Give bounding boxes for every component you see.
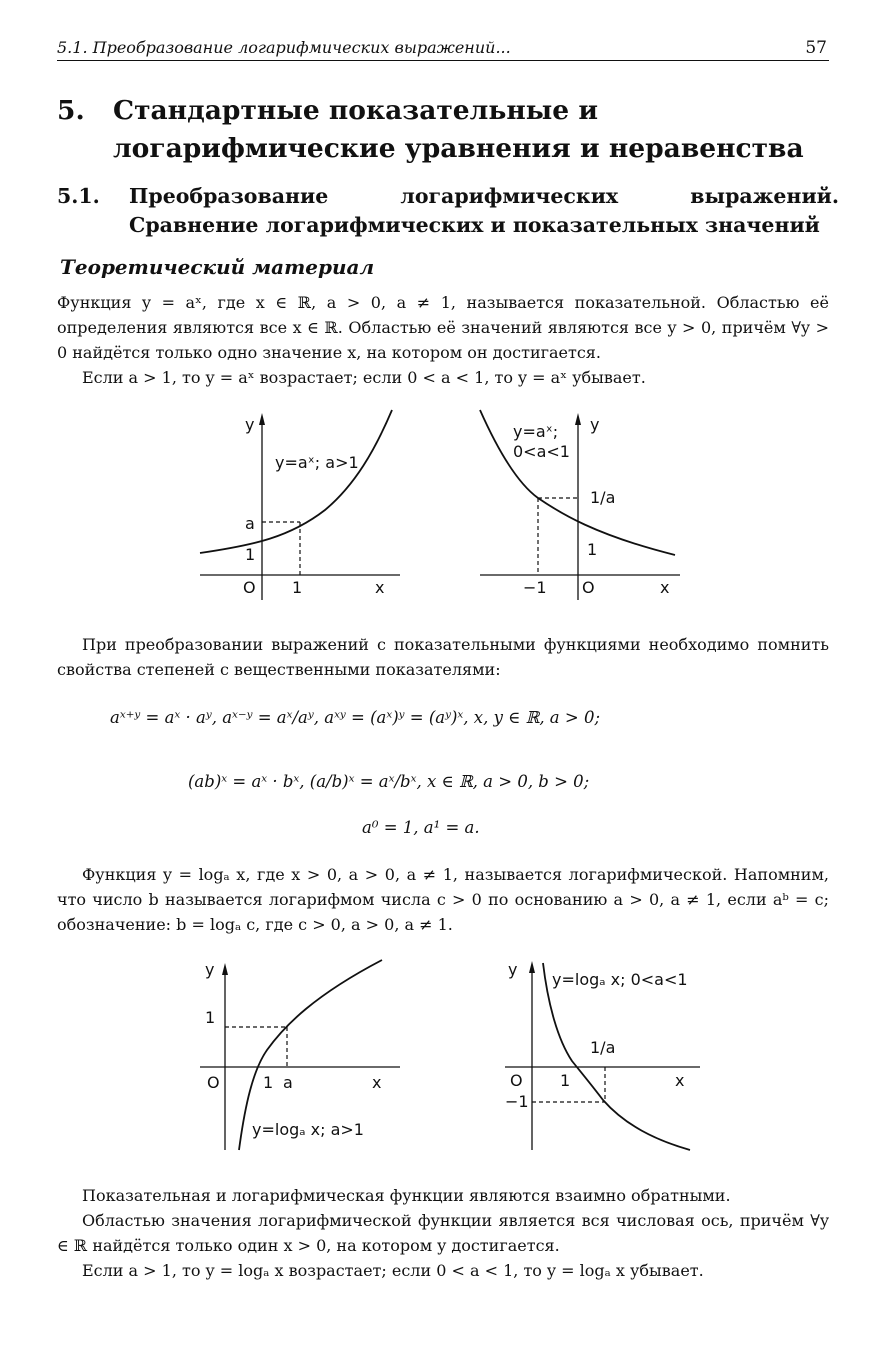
- tick-label-inv-a: 1/a: [590, 1038, 616, 1057]
- tick-label-a: a: [245, 514, 255, 533]
- paragraph-inverse: Показательная и логарифмическая функции являются взаимно обратными.: [82, 1186, 731, 1205]
- origin-label: O: [510, 1071, 523, 1090]
- formula-line-1: aˣ⁺ʸ = aˣ · aʸ, aˣ⁻ʸ = aˣ/aʸ, aˣʸ = (aˣ)ʸ = (aʸ)ˣ, x, y ∈ ℝ, a > 0;: [110, 708, 601, 727]
- curve-label: y=logₐ x; a>1: [252, 1120, 364, 1139]
- paragraph-log-monotonic: Если a > 1, то y = logₐ x возрастает; если 0 < a < 1, то y = logₐ x убывает.: [82, 1261, 704, 1280]
- figure-exp-increasing: [195, 405, 405, 605]
- origin-label: O: [243, 578, 256, 597]
- curve-label-1: y=aˣ;: [513, 422, 559, 441]
- y-axis-label: y: [205, 960, 215, 979]
- formula-line-2: (ab)ˣ = aˣ · bˣ, (a/b)ˣ = aˣ/bˣ, x ∈ ℝ, a > 0, b > 0;: [188, 772, 590, 791]
- y-axis-label: y: [508, 960, 518, 979]
- exp-curve: [200, 410, 392, 553]
- y-axis-arrow-icon: [222, 963, 228, 975]
- y-axis-arrow-icon: [575, 413, 581, 425]
- x-axis-label: x: [675, 1071, 685, 1090]
- paragraph-log-definition: [57, 862, 829, 937]
- origin-label: O: [582, 578, 595, 597]
- curve-label: y=aˣ; a>1: [275, 453, 359, 472]
- tick-label-neg1: −1: [523, 578, 547, 597]
- curve-label: y=logₐ x; 0<a<1: [552, 970, 688, 989]
- tick-label-a: a: [283, 1073, 293, 1092]
- chapter-title: Стандартные показательные и логарифмические уравнения и неравенства: [113, 95, 804, 164]
- paragraph-properties-text: При преобразовании выражений с показательными функциями необходимо помнить свойства степеней с вещественными показателями:: [57, 635, 829, 679]
- x-axis-label: x: [372, 1073, 382, 1092]
- tick-label-1-x: 1: [292, 578, 303, 597]
- subheading: Теоретический материал: [60, 255, 375, 279]
- curve-label-2: 0<a<1: [513, 442, 570, 461]
- y-axis-label: y: [590, 415, 600, 434]
- figure-log-decreasing: [500, 955, 710, 1155]
- paragraph-properties-intro: [57, 632, 829, 682]
- formula-line-3: a⁰ = 1, a¹ = a.: [362, 818, 480, 837]
- paragraph-log-range-text: Областью значения логарифмической функции является вся числовая ось, причём ∀y ∈ ℝ найдётся только один x > 0, на котором y достигается.: [57, 1211, 829, 1255]
- tick-label-1-y: 1: [245, 545, 256, 564]
- x-axis-label: x: [375, 578, 385, 597]
- paragraph-exp-definition: Функция y = aˣ, где x ∈ ℝ, a > 0, a ≠ 1, называется показательной. Областью её определения являются все x ∈ ℝ. Областью её значений являются все y > 0, причём ∀y > 0 найдётся только одно значение x, на котором он достигается.: [57, 293, 829, 362]
- paragraph-log-text: Функция y = logₐ x, где x > 0, a > 0, a ≠ 1, называется логарифмической. Напомним, что число b называется логарифмом числа c > 0 по основанию a > 0, a ≠ 1, если aᵇ = c; обозначение: b = logₐ c, где c > 0, a > 0, a ≠ 1.: [57, 865, 829, 934]
- paragraph-log-range: [57, 1208, 829, 1258]
- chapter-number: 5.: [57, 95, 85, 126]
- tick-label-1-x: 1: [263, 1073, 274, 1092]
- running-head: [57, 34, 829, 61]
- page-number: 57: [805, 38, 827, 58]
- section-title: Преобразование логарифмических выражений. Сравнение логарифмических и показательных значений: [129, 184, 839, 237]
- y-axis-label: y: [245, 415, 255, 434]
- tick-label-neg1: −1: [505, 1092, 529, 1111]
- figure-exp-decreasing: [475, 405, 685, 605]
- paragraph-exp-monotonic: Если a > 1, то y = aˣ возрастает; если 0 < a < 1, то y = aˣ убывает.: [82, 368, 646, 387]
- figure-log-increasing: [195, 955, 405, 1155]
- tick-label-1-y: 1: [205, 1008, 216, 1027]
- log-curve: [543, 963, 690, 1150]
- y-axis-arrow-icon: [259, 413, 265, 425]
- running-title: 5.1. Преобразование логарифмических выражений...: [57, 38, 511, 57]
- tick-label-inv-a: 1/a: [590, 488, 616, 507]
- x-axis-label: x: [660, 578, 670, 597]
- tick-label-1-y: 1: [587, 540, 598, 559]
- section-number: 5.1.: [57, 184, 100, 208]
- tick-label-1-x: 1: [560, 1071, 571, 1090]
- y-axis-arrow-icon: [529, 961, 535, 973]
- origin-label: O: [207, 1073, 220, 1092]
